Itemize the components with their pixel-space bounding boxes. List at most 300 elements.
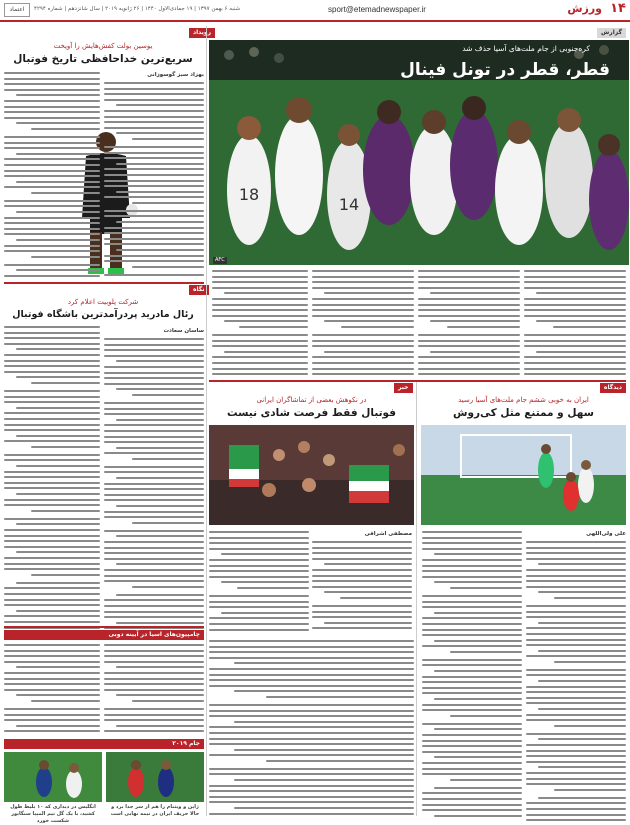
body-text-line (104, 185, 204, 187)
column-divider (416, 382, 417, 816)
body-text-line (4, 540, 100, 542)
body-text-line (116, 360, 204, 362)
body-text-line (209, 651, 414, 653)
body-text-line (4, 487, 100, 489)
body-text-line (422, 542, 522, 544)
body-text-line (104, 116, 204, 118)
viewpoint-column-2 (422, 531, 522, 816)
lead-headline: قطر، قطر در تونل فینال (400, 60, 610, 80)
body-text-line (4, 604, 100, 606)
body-text-line (524, 373, 626, 375)
body-text-line (422, 548, 522, 550)
body-text-line (526, 772, 626, 774)
body-text-line (422, 629, 522, 631)
body-text-line (104, 196, 204, 198)
body-text-line (104, 424, 204, 426)
body-text-line (4, 593, 100, 595)
body-text-line (31, 128, 100, 130)
body-text-line (4, 371, 100, 373)
body-text-line (4, 440, 100, 442)
strip-column-2 (104, 644, 204, 736)
body-text-line (209, 704, 414, 706)
body-text-line (4, 476, 100, 478)
body-text-line (209, 768, 414, 770)
body-text-line (104, 260, 204, 262)
body-text-line (422, 565, 522, 567)
body-text-line (209, 785, 414, 787)
body-text-line (266, 696, 414, 698)
body-text-line (422, 676, 522, 678)
body-text-line (524, 345, 626, 347)
body-text-line (104, 430, 204, 432)
body-text-line (526, 586, 626, 588)
body-text-line (538, 563, 626, 565)
body-text-line (209, 773, 414, 775)
body-text-line (104, 616, 204, 618)
body-text-line (4, 170, 100, 172)
body-text-line (526, 719, 626, 721)
body-text-line (536, 320, 626, 322)
report-tag: گزارش (597, 28, 626, 38)
news-column-2 (209, 531, 309, 636)
body-text-line (4, 621, 100, 623)
body-text-line (104, 157, 204, 159)
body-text-line (4, 563, 100, 565)
news-tag: خبر (394, 383, 413, 393)
strip-column-1 (4, 644, 100, 736)
body-text-line (209, 790, 414, 792)
body-text-line (418, 368, 520, 370)
body-text-line (526, 686, 626, 688)
body-text-line (524, 276, 626, 278)
body-text-line (422, 762, 522, 764)
body-text-line (538, 708, 626, 710)
section-divider (4, 626, 204, 628)
body-text-line (104, 552, 204, 554)
body-text-line (104, 558, 204, 560)
body-text-line (422, 531, 522, 533)
body-text-line (418, 304, 520, 306)
body-text-line (536, 292, 626, 294)
lead-column-4 (212, 270, 308, 380)
body-text-line (312, 605, 412, 607)
body-text-line (209, 796, 414, 798)
section-divider (4, 282, 204, 284)
body-text-line (434, 670, 522, 672)
body-text-line (221, 553, 309, 555)
body-text-line (104, 127, 204, 129)
news-byline: مصطفی اشرافی (364, 531, 412, 537)
body-text-line (104, 377, 204, 379)
body-text-line (104, 215, 204, 217)
body-text-line (418, 356, 520, 358)
body-text-line (422, 681, 522, 683)
body-text-line (422, 792, 522, 794)
body-text-line (526, 714, 626, 716)
body-text-line (239, 326, 308, 328)
body-text-line (4, 650, 100, 652)
body-text-line (209, 623, 309, 625)
body-text-line (4, 343, 100, 345)
body-text-line (209, 801, 414, 803)
body-text-line (4, 719, 100, 721)
body-text-line (132, 586, 204, 588)
body-text-line (538, 766, 626, 768)
body-text-line (104, 516, 204, 518)
body-text-line (104, 605, 204, 607)
body-text-line (221, 581, 309, 583)
lead-kicker: کره‌جنوبی از جام ملت‌های آسیا حذف شد (462, 44, 590, 53)
body-text-line (312, 298, 414, 300)
body-text-line (104, 408, 204, 410)
body-text-line (104, 650, 204, 652)
body-text-line (209, 559, 309, 561)
body-text-line (212, 356, 308, 358)
body-text-line (4, 264, 100, 266)
body-text-line (16, 348, 100, 350)
body-text-line (422, 559, 522, 561)
body-text-line (224, 292, 308, 294)
body-text-line (422, 692, 522, 694)
body-text-line (4, 499, 100, 501)
body-text-line (430, 320, 520, 322)
body-text-line (209, 726, 414, 728)
body-text-line (450, 779, 522, 781)
body-text-line (324, 320, 414, 322)
body-text-line (418, 340, 520, 342)
body-text-line (104, 530, 204, 532)
body-text-line (4, 89, 100, 91)
body-text-line (116, 221, 204, 223)
body-text-line (116, 505, 204, 507)
body-text-line (212, 340, 308, 342)
body-text-line (4, 661, 100, 663)
body-text-line (4, 164, 100, 166)
body-text-line (4, 136, 100, 138)
body-text-line (430, 292, 520, 294)
body-text-line (526, 575, 626, 577)
body-text-line (418, 281, 520, 283)
body-text-line (209, 531, 309, 533)
viewpoint-column-1 (526, 541, 626, 816)
body-text-line (104, 232, 204, 234)
body-text-line (104, 452, 204, 454)
body-text-line (434, 698, 522, 700)
body-text-line (31, 700, 100, 702)
body-text-line (209, 674, 414, 676)
body-text-line (16, 465, 100, 467)
body-text-line (237, 587, 309, 589)
body-text-line (4, 186, 100, 188)
body-text-line (4, 587, 100, 589)
body-text-line (4, 365, 100, 367)
body-text-line (4, 360, 100, 362)
body-text-line (132, 266, 204, 268)
body-text-line (16, 181, 100, 183)
body-text-line (4, 142, 100, 144)
body-text-line (312, 569, 412, 571)
body-text-line (224, 351, 308, 353)
body-text-line (418, 287, 520, 289)
body-text-line (526, 633, 626, 635)
body-text-line (209, 679, 414, 681)
body-text-line (4, 83, 100, 85)
body-text-line (16, 153, 100, 155)
body-text-line (4, 217, 100, 219)
body-text-line (104, 413, 204, 415)
body-text-line (212, 287, 308, 289)
body-text-line (209, 570, 309, 572)
body-text-line (209, 715, 414, 717)
body-text-line (422, 751, 522, 753)
viewpoint-kicker: ایران به خوبی ششم جام ملت‌های آسیا رسید (458, 396, 589, 404)
body-text-line (4, 655, 100, 657)
body-text-line (209, 617, 309, 619)
body-text-line (16, 493, 100, 495)
body-text-line (4, 275, 100, 277)
body-text-line (526, 580, 626, 582)
body-text-line (16, 523, 100, 525)
body-text-line (212, 304, 308, 306)
body-text-line (104, 569, 204, 571)
body-text-line (434, 756, 522, 758)
body-text-line (4, 615, 100, 617)
body-text-line (554, 725, 626, 727)
body-text-line (104, 146, 204, 148)
body-text-line (422, 709, 522, 711)
body-text-line (4, 337, 100, 339)
body-text-line (209, 537, 309, 539)
body-text-line (312, 345, 414, 347)
body-text-line (538, 680, 626, 682)
body-text-line (132, 700, 204, 702)
body-text-line (116, 163, 204, 165)
body-text-line (4, 245, 100, 247)
body-text-line (16, 435, 100, 437)
body-text-line (4, 100, 100, 102)
body-text-line (104, 730, 204, 732)
body-text-line (422, 773, 522, 775)
body-text-line (554, 597, 626, 599)
body-text-line (447, 326, 520, 328)
body-text-line (4, 175, 100, 177)
body-text-line (312, 270, 414, 272)
body-text-line (104, 708, 204, 710)
body-text-line (538, 591, 626, 593)
body-text-line (104, 683, 204, 685)
body-text-line (526, 611, 626, 613)
body-text-line (209, 548, 309, 550)
body-text-line (524, 309, 626, 311)
body-text-line (104, 99, 204, 101)
event-tag: رویداد (189, 28, 215, 38)
body-text-line (31, 192, 100, 194)
body-text-line (312, 276, 414, 278)
body-text-line (4, 390, 100, 392)
body-text-line (104, 210, 204, 212)
body-text-line (104, 678, 204, 680)
body-text-line (212, 368, 308, 370)
body-text-line (554, 661, 626, 663)
body-text-line (212, 373, 308, 375)
body-text-line (526, 750, 626, 752)
body-text-line (434, 581, 522, 583)
body-text-line (104, 274, 204, 276)
body-text-line (526, 814, 626, 816)
news-column-1 (312, 541, 412, 636)
body-text-line (450, 715, 522, 717)
body-text-line (4, 568, 100, 570)
body-text-line (526, 541, 626, 543)
body-text-line (116, 563, 204, 565)
body-text-line (418, 362, 520, 364)
body-text-line (4, 412, 100, 414)
body-text-line (104, 243, 204, 245)
body-text-line (418, 298, 520, 300)
body-text-line (16, 94, 100, 96)
body-text-line (209, 710, 414, 712)
body-text-line (116, 249, 204, 251)
body-text-line (526, 569, 626, 571)
body-text-line (104, 541, 204, 543)
body-text-line (104, 672, 204, 674)
body-text-line (116, 104, 204, 106)
body-text-line (104, 441, 204, 443)
body-text-line (132, 522, 204, 524)
body-text-line (422, 798, 522, 800)
body-text-line (4, 147, 100, 149)
body-text-line (312, 580, 412, 582)
body-text-line (324, 622, 412, 624)
body-text-line (4, 672, 100, 674)
body-text-line (4, 200, 100, 202)
body-text-line (312, 373, 414, 375)
body-text-line (104, 402, 204, 404)
body-text-line (422, 645, 522, 647)
date-line: شنبه ۶ بهمن ۱۳۹۷ | ۱۹ جمادی‌الاول ۱۴۴۰ | ۲۶ ژانویه ۲۰۱۹ | سال شانزدهم | شماره ۴۲۹۴ (34, 6, 241, 12)
website-link[interactable]: sport@etemadnewspaper.ir (328, 5, 426, 14)
body-text-line (212, 309, 308, 311)
body-text-line (526, 808, 626, 810)
body-text-line (4, 424, 100, 426)
body-text-line (104, 599, 204, 601)
body-text-line (4, 233, 100, 235)
body-text-line (4, 228, 100, 230)
body-text-line (312, 611, 412, 613)
body-text-line (422, 740, 522, 742)
body-text-line (422, 664, 522, 666)
body-text-line (209, 754, 414, 756)
body-text-line (209, 629, 309, 631)
body-text-line (526, 558, 626, 560)
body-text-line (104, 611, 204, 613)
body-text-line (526, 783, 626, 785)
body-text-line (312, 315, 414, 317)
lead-column-2 (418, 270, 520, 380)
event-headline: سریع‌ترین خداحافظی تاریخ فوتبال (13, 53, 193, 65)
body-text-line (132, 394, 204, 396)
body-text-line (4, 72, 100, 74)
body-text-line (524, 270, 626, 272)
body-text-line (526, 691, 626, 693)
body-text-line (104, 82, 204, 84)
body-text-line (418, 315, 520, 317)
body-text-line (554, 789, 626, 791)
body-text-line (209, 813, 414, 815)
body-text-line (4, 454, 100, 456)
body-text-line (418, 276, 520, 278)
body-text-line (116, 535, 204, 537)
body-text-line (4, 418, 100, 420)
look-headline: رئال مادرید پردرآمدترین باشگاه فوتبال (12, 309, 194, 320)
body-text-line (104, 174, 204, 176)
body-text-line (116, 725, 204, 727)
body-text-line (104, 180, 204, 182)
viewpoint-photo (421, 425, 626, 525)
body-text-line (341, 326, 414, 328)
body-text-line (132, 138, 204, 140)
body-text-line (422, 734, 522, 736)
body-text-line (526, 616, 626, 618)
body-text-line (526, 819, 626, 821)
body-text-line (16, 122, 100, 124)
news-headline: فوتبال فقط فرصت شادی نیست (226, 407, 396, 419)
body-text-line (104, 372, 204, 374)
body-text-line (524, 356, 626, 358)
event-kicker: یوسین بولت کفش‌هایش را آویخت (53, 42, 153, 50)
body-text-line (116, 622, 204, 624)
body-text-line (4, 106, 100, 108)
body-text-line (16, 376, 100, 378)
viewpoint-tag: دیدگاه (600, 383, 626, 393)
body-text-line (31, 510, 100, 512)
bottom-left-photo (4, 752, 102, 802)
body-text-line (4, 78, 100, 80)
body-text-line (312, 340, 414, 342)
body-text-line (234, 690, 414, 692)
body-text-line (212, 345, 308, 347)
bottom-right-caption: ژاپن و ویتنام را هم از سر جدا برد و حالا حریف ایران در نیمه نهایی است (110, 804, 200, 817)
news-kicker: در نکوهش بعضی از تماشاگران ایرانی (256, 396, 367, 404)
body-text-line (16, 551, 100, 553)
body-text-line (4, 504, 100, 506)
svg-text:14: 14 (338, 195, 360, 214)
body-text-line (524, 340, 626, 342)
body-text-line (4, 117, 100, 119)
body-text-line (132, 202, 204, 204)
body-text-line (4, 535, 100, 537)
body-text-line (526, 669, 626, 671)
body-text-line (224, 320, 308, 322)
bottom-left-caption: انگلیس در دیداری که ۱۰ بلیط طول کشید، با یک گل تیم المپیا سنگاپور شکست خورد (10, 804, 96, 824)
body-text-line (104, 575, 204, 577)
body-text-line (116, 594, 204, 596)
body-text-line (4, 459, 100, 461)
body-text-line (418, 345, 520, 347)
body-text-line (434, 612, 522, 614)
body-text-line (430, 351, 520, 353)
body-text-line (553, 326, 626, 328)
body-text-line (450, 587, 522, 589)
body-text-line (524, 287, 626, 289)
lead-column-3 (312, 270, 414, 380)
body-text-line (312, 552, 412, 554)
body-text-line (16, 211, 100, 213)
body-text-line (4, 529, 100, 531)
page-number: ۱۴ (610, 1, 626, 16)
body-text-line (422, 595, 522, 597)
body-text-line (132, 458, 204, 460)
